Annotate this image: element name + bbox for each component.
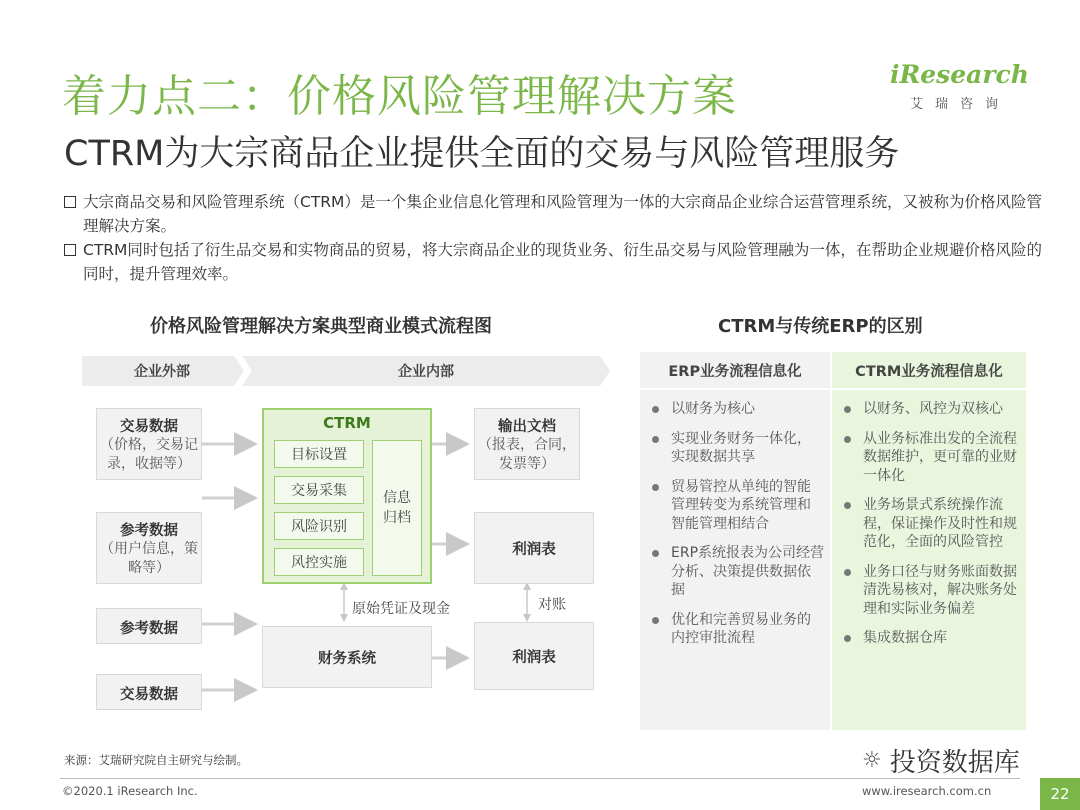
ctrm-item: [844, 400, 1020, 419]
logo-subtext: 艾瑞咨询: [909, 97, 1010, 112]
ctrm-item: [844, 496, 1020, 552]
page-number: 22: [1040, 778, 1080, 810]
erp-item: [652, 611, 824, 648]
external-doc-trade-data-2: [96, 674, 202, 710]
bullet-dot-icon: [652, 550, 659, 557]
finance-system-label: 财务系统: [318, 650, 376, 667]
ctrm-item: [844, 430, 1020, 486]
doc-title: 参考数据: [120, 621, 178, 637]
doc-title: 利润表: [512, 649, 556, 666]
erp-item-text: ERP系统报表为公司经营分析、决策提供数据依据: [671, 545, 825, 598]
copyright: ©2020.1 iResearch Inc.: [62, 784, 198, 798]
ctrm-item: [844, 629, 1020, 648]
bullet-text: 大宗商品交易和风险管理系统（CTRM）是一个集企业信息化管理和风险管理为一体的大宗商品企业综合运营管理系统，又被称为价格风险管理解决方案。: [83, 193, 1042, 235]
logo-text: iResearch: [890, 60, 1029, 89]
flow-title: 价格风险管理解决方案典型商业模式流程图: [150, 316, 492, 337]
profit-statement-1: [474, 512, 594, 584]
page-title: 着力点二：价格风险管理解决方案: [62, 71, 737, 122]
bullet-dot-icon: [652, 436, 659, 443]
source-note: 来源：艾瑞研究院自主研究与绘制。: [64, 753, 248, 767]
bullet-item: [64, 238, 1054, 286]
external-doc-reference-data-2: [96, 608, 202, 644]
square-bullet-icon: [64, 244, 76, 256]
bullet-dot-icon: [844, 406, 851, 413]
ctrm-item-text: 从业务标准出发的全流程数据维护，更可靠的业财一体化: [863, 430, 1017, 484]
website: www.iresearch.com.cn: [862, 784, 992, 798]
watermark: [862, 742, 1020, 779]
ctrm-item-text: 业务场景式系统操作流程，保证操作及时性和规范化，全面的风险管控: [863, 497, 1017, 550]
ctrm-item-text: 业务口径与财务账面数据清洗易核对，解决账务处理和实际业务偏差: [863, 563, 1017, 617]
bullet-dot-icon: [844, 502, 851, 509]
bullet-dot-icon: [652, 406, 659, 413]
bullet-dot-icon: [652, 617, 659, 624]
comparison-table: [640, 352, 1026, 730]
compare-title: CTRM与传统ERP的区别: [718, 316, 923, 337]
label-reconcile: 对账: [538, 597, 566, 613]
label-voucher-cash: 原始凭证及现金: [352, 601, 450, 617]
doc-title: 交易数据: [120, 687, 178, 703]
doc-title: 利润表: [512, 541, 556, 558]
ctrm-item-target: 目标设置: [274, 440, 364, 468]
ctrm-list: [844, 400, 1020, 659]
erp-list: [652, 400, 824, 659]
intro-bullets: [64, 190, 1054, 286]
external-doc-reference-data: [96, 512, 202, 584]
ctrm-column-header: CTRM业务流程信息化: [832, 352, 1026, 390]
ctrm-title: CTRM: [323, 414, 371, 432]
doc-title: 参考数据: [120, 523, 178, 539]
output-documents: [474, 408, 580, 480]
bullet-dot-icon: [844, 569, 851, 576]
erp-item: [652, 478, 824, 534]
bullet-item: [64, 190, 1054, 238]
bullet-text: CTRM同时包括了衍生品交易和实物商品的贸易，将大宗商品企业的现货业务、衍生品交易与风险管理融为一体，在帮助企业规避价格风险的同时，提升管理效率。: [83, 241, 1042, 283]
ctrm-item-collect: 交易采集: [274, 476, 364, 504]
external-doc-trade-data: [96, 408, 202, 480]
erp-item-text: 实现业务财务一体化，实现数据共享: [671, 430, 811, 465]
erp-item: [652, 544, 824, 600]
doc-subtitle: （用户信息，策略等）: [100, 541, 198, 576]
square-bullet-icon: [64, 196, 76, 208]
wechat-icon: ☼: [862, 748, 882, 773]
iresearch-logo: [890, 60, 1029, 112]
band-outer: 企业外部: [134, 364, 190, 380]
ctrm-box: [262, 408, 432, 584]
ctrm-item-text: 以财务、风控为双核心: [863, 401, 1003, 417]
ctrm-item-control: 风控实施: [274, 548, 364, 576]
erp-column-header: ERP业务流程信息化: [640, 352, 830, 390]
ctrm-item-text: 集成数据仓库: [863, 630, 947, 646]
erp-item: [652, 400, 824, 419]
flow-chart: [82, 352, 612, 742]
doc-title: 输出文档: [498, 419, 556, 435]
erp-item-text: 贸易管控从单纯的智能管理转变为系统管理和智能管理相结合: [671, 478, 811, 532]
doc-subtitle: （报表，合同，发票等）: [478, 437, 576, 472]
ctrm-item: [844, 563, 1020, 619]
ctrm-item-identify: 风险识别: [274, 512, 364, 540]
finance-system-box: [262, 626, 432, 688]
erp-item-text: 优化和完善贸易业务的内控审批流程: [671, 611, 811, 646]
bullet-dot-icon: [844, 436, 851, 443]
ctrm-item-archive: 信息归档: [372, 440, 422, 576]
erp-item: [652, 430, 824, 467]
profit-statement-2: [474, 622, 594, 690]
footer-divider: [60, 778, 1020, 779]
band-inner: 企业内部: [398, 364, 454, 380]
doc-subtitle: （价格，交易记录，收据等）: [100, 437, 198, 472]
bullet-dot-icon: [844, 635, 851, 642]
erp-item-text: 以财务为核心: [671, 401, 755, 417]
bullet-dot-icon: [652, 484, 659, 491]
page-subtitle: CTRM为大宗商品企业提供全面的交易与风险管理服务: [64, 134, 900, 174]
watermark-text: 投资数据库: [889, 748, 1020, 778]
doc-title: 交易数据: [120, 419, 178, 435]
